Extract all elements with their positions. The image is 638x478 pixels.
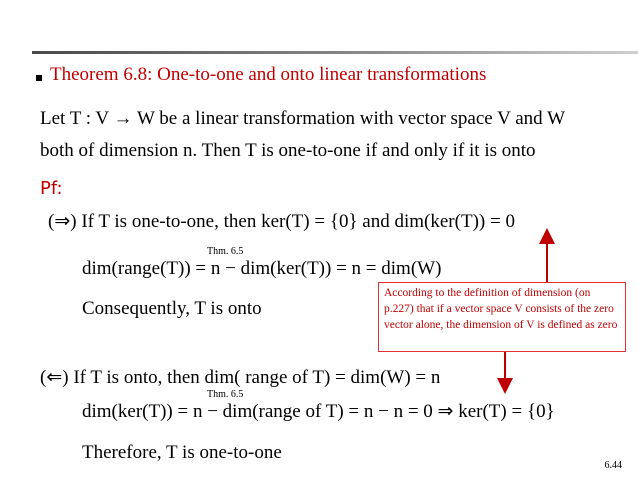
forward-line-1: (⇒) If T is one-to-one, then ker(T) = {0} and dim(ker(T)) = 0 bbox=[48, 211, 515, 232]
proof-label: Pf: bbox=[40, 178, 63, 199]
statement-line-1: Let T : V → W be a linear transformation with vector space V and W bbox=[40, 108, 566, 129]
statement-line-2: both of dimension n. Then T is one-to-one if and only if it is onto bbox=[40, 140, 536, 161]
theorem-title: Theorem 6.8: One-to-one and onto linear transformations bbox=[50, 64, 487, 85]
backward-thm-reference: Thm. 6.5 bbox=[207, 389, 244, 400]
definition-note-box: According to the definition of dimension (on p.227) that if a vector space V consists of the zero vector alone, the dimension of V is defined as zero bbox=[378, 282, 626, 352]
backward-line-2: dim(ker(T)) = n − dim(range of T) = n − n = 0 ⇒ ker(T) = {0} bbox=[82, 401, 555, 422]
forward-line-2: dim(range(T)) = n − dim(ker(T)) = n = dim(W) bbox=[82, 258, 442, 279]
backward-line-1: (⇐) If T is onto, then dim( range of T) = dim(W) = n bbox=[40, 367, 441, 388]
page-number: 6.44 bbox=[604, 460, 622, 471]
forward-thm-reference: Thm. 6.5 bbox=[207, 246, 244, 257]
forward-line-3: Consequently, T is onto bbox=[82, 298, 262, 319]
backward-line-3: Therefore, T is one-to-one bbox=[82, 442, 282, 463]
